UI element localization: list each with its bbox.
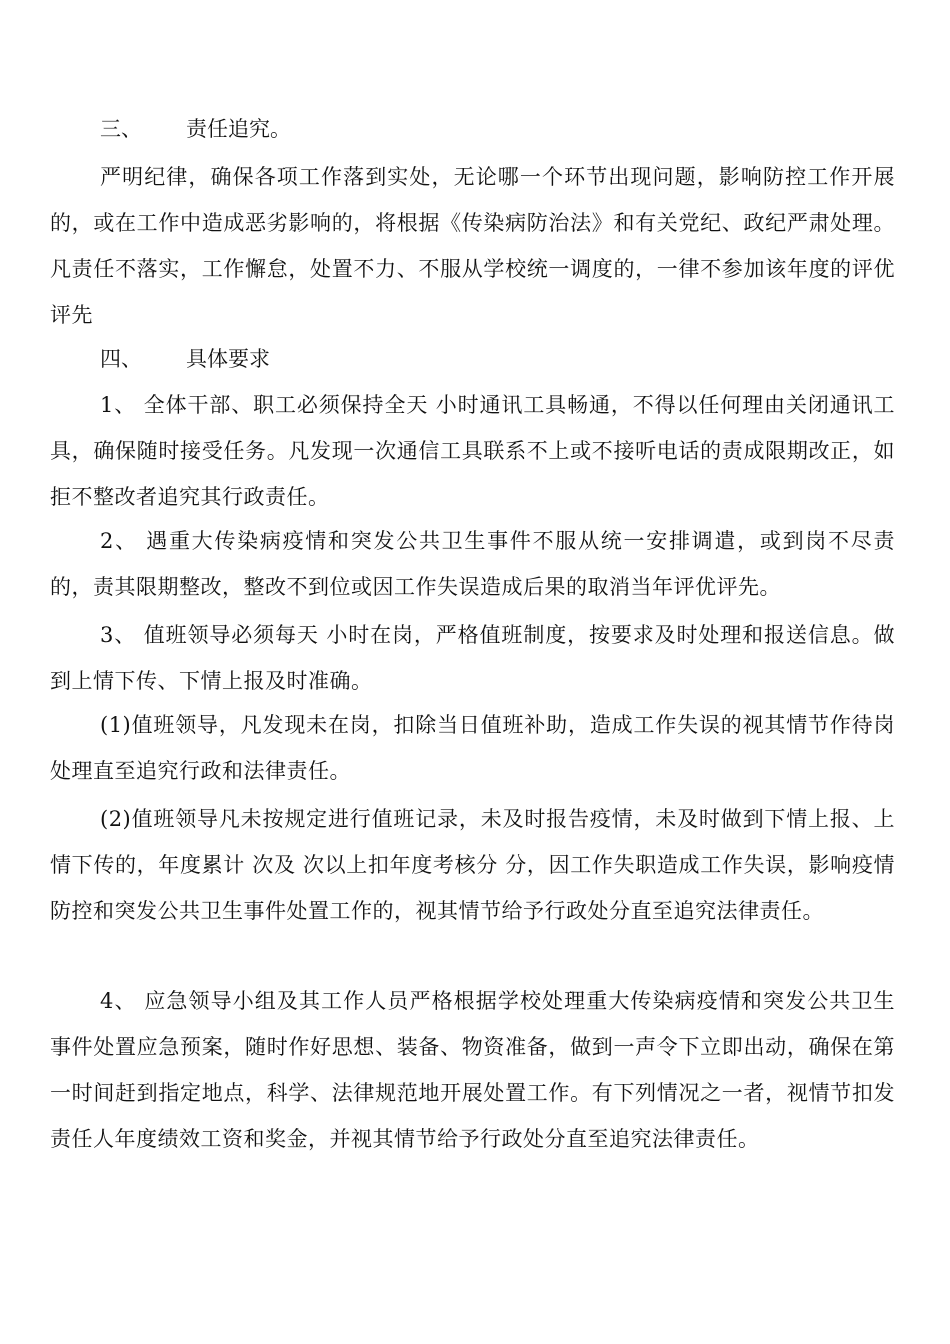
section-title: 责任追究。 — [186, 117, 291, 141]
section-number: 三、 — [100, 117, 142, 141]
requirement-sub-item-1: (1)值班领导，凡发现未在岗，扣除当日值班补助，造成工作失误的视其情节作待岗处理直至追究行政和法律责任。 — [50, 713, 895, 783]
requirement-item-2: 2、 遇重大传染病疫情和突发公共卫生事件不服从统一安排调遣，或到岗不尽责的，责其限期整改，整改不到位或因工作失误造成后果的取消当年评优评先。 — [50, 529, 895, 599]
requirement-item-3: 3、 值班领导必须每天 小时在岗，严格值班制度，按要求及时处理和报送信息。做到上情下传、下情上报及时准确。 — [50, 623, 895, 693]
section-heading-3 — [100, 106, 291, 152]
section-heading-4 — [100, 336, 270, 382]
section-3-paragraph: 严明纪律，确保各项工作落到实处，无论哪一个环节出现问题，影响防控工作开展的，或在工作中造成恶劣影响的，将根据《传染病防治法》和有关党纪、政纪严肃处理。凡责任不落实，工作懈怠，处置不力、不服从学校统一调度的，一律不参加该年度的评优评先 — [50, 165, 895, 327]
section-title: 具体要求 — [186, 347, 270, 371]
section-number: 四、 — [100, 347, 142, 371]
requirement-item-4: 4、 应急领导小组及其工作人员严格根据学校处理重大传染病疫情和突发公共卫生事件处置应急预案，随时作好思想、装备、物资准备，做到一声令下立即出动，确保在第一时间赶到指定地点，科学、法律规范地开展处置工作。有下列情况之一者，视情节扣发责任人年度绩效工资和奖金，并视其情节给予行政处分直至追究法律责任。 — [50, 989, 895, 1151]
requirement-sub-item-2: (2)值班领导凡未按规定进行值班记录，未及时报告疫情，未及时做到下情上报、上情下传的，年度累计 次及 次以上扣年度考核分 分，因工作失职造成工作失误，影响疫情防控和突发公共卫生事件处置工作的，视其情节给予行政处分直至追究法律责任。 — [50, 807, 895, 923]
requirement-item-1: 1、 全体干部、职工必须保持全天 小时通讯工具畅通，不得以任何理由关闭通讯工具，确保随时接受任务。凡发现一次通信工具联系不上或不接听电话的责成限期改正，如拒不整改者追究其行政责任。 — [50, 393, 895, 509]
